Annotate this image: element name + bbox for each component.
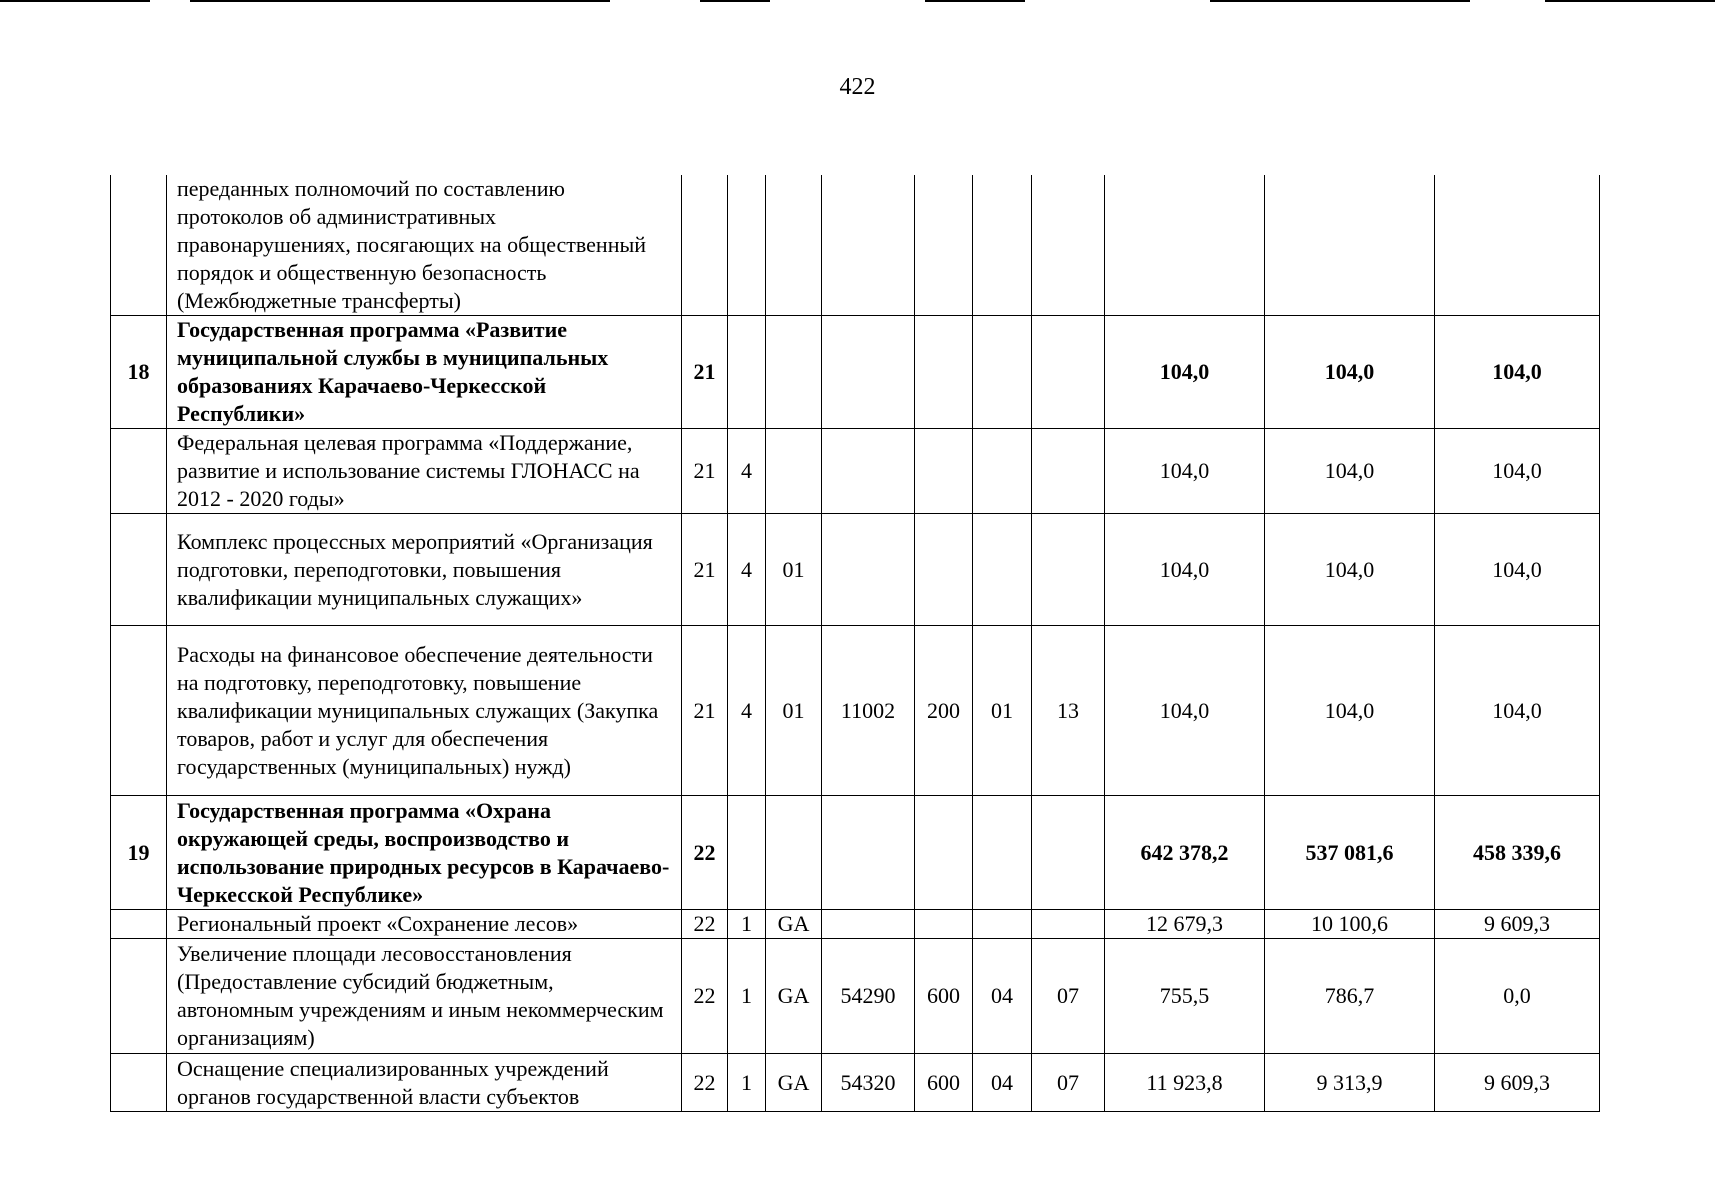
table-row	[111, 514, 1600, 626]
amount-cell: 12 679,3	[1105, 910, 1265, 939]
row-number-cell	[111, 939, 167, 1054]
row-name-cell: Государственная программа «Охрана окружающей среды, воспроизводство и использование природных ресурсов в Карачаево-Черкесской Республике»	[167, 796, 682, 910]
table-row	[111, 796, 1600, 910]
code-cell: 21	[682, 316, 728, 429]
code-cell	[822, 796, 915, 910]
code-cell: GA	[766, 910, 822, 939]
code-cell	[1032, 514, 1105, 626]
code-cell: 01	[766, 514, 822, 626]
table-row	[111, 1054, 1600, 1112]
scan-edge-line	[925, 0, 1025, 2]
code-cell	[973, 429, 1032, 514]
amount-cell	[1105, 175, 1265, 316]
scan-edge-line	[0, 0, 150, 2]
code-cell: GA	[766, 939, 822, 1054]
table-row	[111, 175, 1600, 316]
code-cell	[766, 796, 822, 910]
row-name-cell: Комплекс процессных мероприятий «Организация подготовки, переподготовки, повышения квалификации муниципальных служащих»	[167, 514, 682, 626]
code-cell	[915, 429, 973, 514]
code-cell: 21	[682, 626, 728, 796]
code-cell	[822, 429, 915, 514]
code-cell	[915, 514, 973, 626]
code-cell: 600	[915, 1054, 973, 1112]
code-cell	[682, 175, 728, 316]
row-name-cell: Федеральная целевая программа «Поддержание, развитие и использование системы ГЛОНАСС на 2012 - 2020 годы»	[167, 429, 682, 514]
code-cell	[915, 910, 973, 939]
amount-cell: 104,0	[1265, 316, 1435, 429]
row-number-cell: 18	[111, 316, 167, 429]
table-row	[111, 429, 1600, 514]
code-cell: 4	[728, 429, 766, 514]
code-cell: 21	[682, 429, 728, 514]
scan-edge-line	[1545, 0, 1715, 2]
amount-cell: 104,0	[1435, 429, 1600, 514]
code-cell	[1032, 910, 1105, 939]
code-cell	[973, 175, 1032, 316]
scan-edge-line	[190, 0, 610, 2]
code-cell: 600	[915, 939, 973, 1054]
code-cell	[728, 796, 766, 910]
code-cell	[973, 910, 1032, 939]
amount-cell: 104,0	[1265, 514, 1435, 626]
row-number-cell	[111, 910, 167, 939]
code-cell	[973, 514, 1032, 626]
amount-cell: 786,7	[1265, 939, 1435, 1054]
amount-cell: 104,0	[1435, 626, 1600, 796]
code-cell	[1032, 429, 1105, 514]
amount-cell: 9 313,9	[1265, 1054, 1435, 1112]
code-cell: GA	[766, 1054, 822, 1112]
row-number-cell	[111, 175, 167, 316]
row-number-cell	[111, 1054, 167, 1112]
code-cell: 4	[728, 626, 766, 796]
code-cell: 07	[1032, 939, 1105, 1054]
amount-cell: 9 609,3	[1435, 910, 1600, 939]
amount-cell: 104,0	[1265, 429, 1435, 514]
code-cell: 04	[973, 1054, 1032, 1112]
table-row	[111, 939, 1600, 1054]
code-cell: 21	[682, 514, 728, 626]
code-cell: 1	[728, 939, 766, 1054]
code-cell: 4	[728, 514, 766, 626]
table-row	[111, 910, 1600, 939]
amount-cell: 642 378,2	[1105, 796, 1265, 910]
code-cell: 13	[1032, 626, 1105, 796]
code-cell	[822, 910, 915, 939]
code-cell	[1032, 316, 1105, 429]
code-cell: 22	[682, 939, 728, 1054]
code-cell	[822, 175, 915, 316]
amount-cell: 755,5	[1105, 939, 1265, 1054]
amount-cell	[1435, 175, 1600, 316]
page-number: 422	[839, 74, 876, 100]
amount-cell: 104,0	[1105, 316, 1265, 429]
amount-cell: 11 923,8	[1105, 1054, 1265, 1112]
code-cell	[822, 316, 915, 429]
code-cell	[766, 429, 822, 514]
amount-cell: 10 100,6	[1265, 910, 1435, 939]
code-cell	[766, 175, 822, 316]
code-cell: 11002	[822, 626, 915, 796]
code-cell	[915, 316, 973, 429]
code-cell	[973, 796, 1032, 910]
code-cell: 200	[915, 626, 973, 796]
code-cell	[915, 796, 973, 910]
amount-cell: 104,0	[1435, 316, 1600, 429]
code-cell	[915, 175, 973, 316]
code-cell: 22	[682, 1054, 728, 1112]
code-cell: 04	[973, 939, 1032, 1054]
code-cell	[973, 316, 1032, 429]
code-cell	[822, 514, 915, 626]
amount-cell: 0,0	[1435, 939, 1600, 1054]
amount-cell: 104,0	[1435, 514, 1600, 626]
scan-edge-line	[700, 0, 770, 2]
row-number-cell: 19	[111, 796, 167, 910]
row-name-cell: Оснащение специализированных учреждений органов государственной власти субъектов	[167, 1054, 682, 1112]
row-number-cell	[111, 514, 167, 626]
row-name-cell: переданных полномочий по составлению протоколов об административных правонарушениях, посягающих на общественный порядок и общественную безопасность (Межбюджетные трансферты)	[167, 175, 682, 316]
code-cell: 1	[728, 1054, 766, 1112]
code-cell: 22	[682, 910, 728, 939]
code-cell	[766, 316, 822, 429]
row-number-cell	[111, 429, 167, 514]
code-cell: 54320	[822, 1054, 915, 1112]
code-cell	[1032, 796, 1105, 910]
amount-cell: 458 339,6	[1435, 796, 1600, 910]
amount-cell: 537 081,6	[1265, 796, 1435, 910]
code-cell: 07	[1032, 1054, 1105, 1112]
row-name-cell: Расходы на финансовое обеспечение деятельности на подготовку, переподготовку, повышение квалификации муниципальных служащих (Закупка товаров, работ и услуг для обеспечения государственных (муниципальных) нужд)	[167, 626, 682, 796]
code-cell: 22	[682, 796, 728, 910]
code-cell	[1032, 175, 1105, 316]
code-cell	[728, 316, 766, 429]
row-name-cell: Увеличение площади лесовосстановления (Предоставление субсидий бюджетным, автономным учреждениям и иным некоммерческим организациям)	[167, 939, 682, 1054]
row-number-cell	[111, 626, 167, 796]
amount-cell	[1265, 175, 1435, 316]
row-name-cell: Региональный проект «Сохранение лесов»	[167, 910, 682, 939]
code-cell: 01	[973, 626, 1032, 796]
amount-cell: 104,0	[1265, 626, 1435, 796]
amount-cell: 104,0	[1105, 626, 1265, 796]
code-cell: 1	[728, 910, 766, 939]
budget-table	[110, 175, 1600, 1112]
amount-cell: 9 609,3	[1435, 1054, 1600, 1112]
amount-cell: 104,0	[1105, 429, 1265, 514]
amount-cell: 104,0	[1105, 514, 1265, 626]
code-cell	[728, 175, 766, 316]
table-row	[111, 626, 1600, 796]
scan-edge-line	[1210, 0, 1470, 2]
row-name-cell: Государственная программа «Развитие муниципальной службы в муниципальных образованиях Карачаево-Черкесской Республики»	[167, 316, 682, 429]
code-cell: 54290	[822, 939, 915, 1054]
table-row	[111, 316, 1600, 429]
code-cell: 01	[766, 626, 822, 796]
